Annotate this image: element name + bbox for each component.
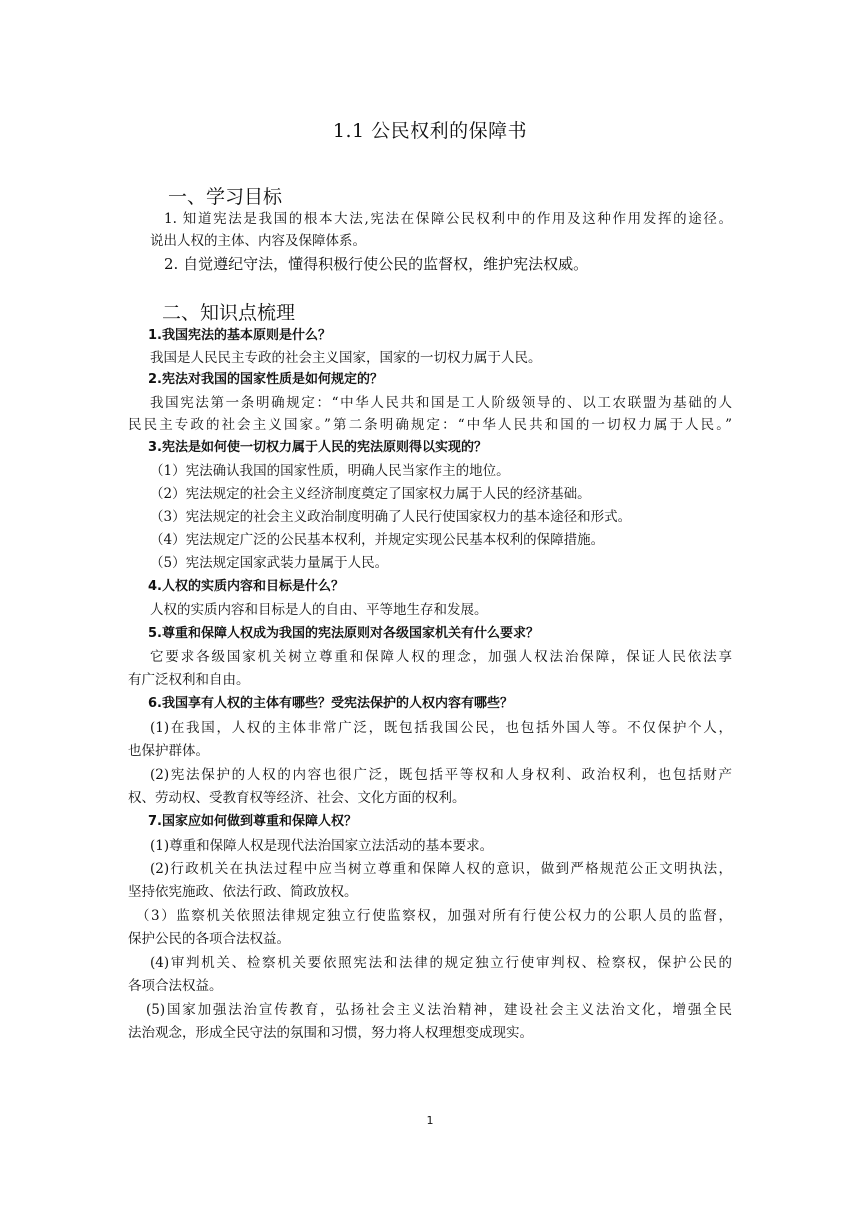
answer-2-cont: 民民主专政的社会主义国家。”第二条明确规定：“中华人民共和国的一切权力属于人民。” <box>128 417 732 433</box>
answer-6-2: (2)宪法保护的人权的内容也很广泛，既包括平等权和人身权利、政治权利，也包括财产 <box>150 767 732 783</box>
question-7: 7.国家应如何做到尊重和保障人权？ <box>148 814 357 829</box>
question-1: 1.我国宪法的基本原则是什么？ <box>148 328 331 343</box>
answer-6-1: (1)在我国，人权的主体非常广泛，既包括我国公民，也包括外国人等。不仅保护个人， <box>150 720 732 736</box>
answer-7-5-cont: 法治观念，形成全民守法的氛围和习惯，努力将人权理想变成现实。 <box>128 1025 533 1041</box>
answer-5-cont: 有广泛权利和自由。 <box>128 672 250 688</box>
answer-7-4: (4)审判机关、检察机关要依照宪法和法律的规定独立行使审判权、检察权，保护公民的 <box>150 955 732 971</box>
answer-7-1: (1)尊重和保障人权是现代法治国家立法活动的基本要求。 <box>150 838 494 854</box>
section-heading-goals: 一、学习目标 <box>168 186 283 208</box>
answer-5: 它要求各级国家机关树立尊重和保障人权的理念，加强人权法治保障，保证人民依法享 <box>150 649 732 665</box>
answer-7-3: （3）监察机关依照法律规定独立行使监察权，加强对所有行使公权力的公职人员的监督， <box>136 908 732 924</box>
goal-1-cont: 说出人权的主体、内容及保障体系。 <box>150 233 366 249</box>
answer-3-1: （1）宪法确认我国的国家性质，明确人民当家作主的地位。 <box>150 463 510 479</box>
answer-7-2-cont: 坚持依宪施政、依法行政、简政放权。 <box>128 884 358 900</box>
answer-3-2: （2）宪法规定的社会主义经济制度奠定了国家权力属于人民的经济基础。 <box>150 486 591 502</box>
answer-7-5: (5)国家加强法治宣传教育，弘扬社会主义法治精神，建设社会主义法治文化，增强全民 <box>146 1002 732 1018</box>
answer-4: 人权的实质内容和目标是人的自由、平等地生存和发展。 <box>150 602 488 618</box>
answer-6-2-cont: 权、劳动权、受教育权等经济、社会、文化方面的权利。 <box>128 790 466 806</box>
question-6: 6.我国享有人权的主体有哪些？受宪法保护的人权内容有哪些？ <box>148 696 513 711</box>
section-heading-knowledge: 二、知识点梳理 <box>162 302 296 324</box>
question-4: 4.人权的实质内容和目标是什么？ <box>148 579 344 594</box>
answer-1: 我国是人民民主专政的社会主义国家，国家的一切权力属于人民。 <box>150 350 542 366</box>
answer-2: 我国宪法第一条明确规定：“中华人民共和国是工人阶级领导的、以工农联盟为基础的人 <box>150 395 732 411</box>
answer-6-1-cont: 也保护群体。 <box>128 743 209 759</box>
page-title: 1.1 公民权利的保障书 <box>332 120 528 142</box>
answer-7-2: (2)行政机关在执法过程中应当树立尊重和保障人权的意识，做到严格规范公正文明执法， <box>150 861 732 877</box>
answer-3-3: （3）宪法规定的社会主义政治制度明确了人民行使国家权力的基本途径和形式。 <box>150 509 632 525</box>
page-number: 1 <box>426 1114 434 1127</box>
question-2: 2.宪法对我国的国家性质是如何规定的？ <box>148 372 383 387</box>
answer-3-5: （5）宪法规定国家武装力量属于人民。 <box>150 555 389 571</box>
question-3: 3.宪法是如何使一切权力属于人民的宪法原则得以实现的？ <box>148 440 487 455</box>
answer-3-4: （4）宪法规定广泛的公民基本权利，并规定实现公民基本权利的保障措施。 <box>150 532 605 548</box>
goal-2: 2. 自觉遵纪守法，懂得积极行使公民的监督权，维护宪法权威。 <box>164 255 589 273</box>
goal-1: 1. 知道宪法是我国的根本大法,宪法在保障公民权利中的作用及这种作用发挥的途径。 <box>164 211 732 227</box>
answer-7-3-cont: 保护公民的各项合法权益。 <box>128 931 290 947</box>
answer-7-4-cont: 各项合法权益。 <box>128 978 223 994</box>
question-5: 5.尊重和保障人权成为我国的宪法原则对各级国家机关有什么要求？ <box>148 626 539 641</box>
